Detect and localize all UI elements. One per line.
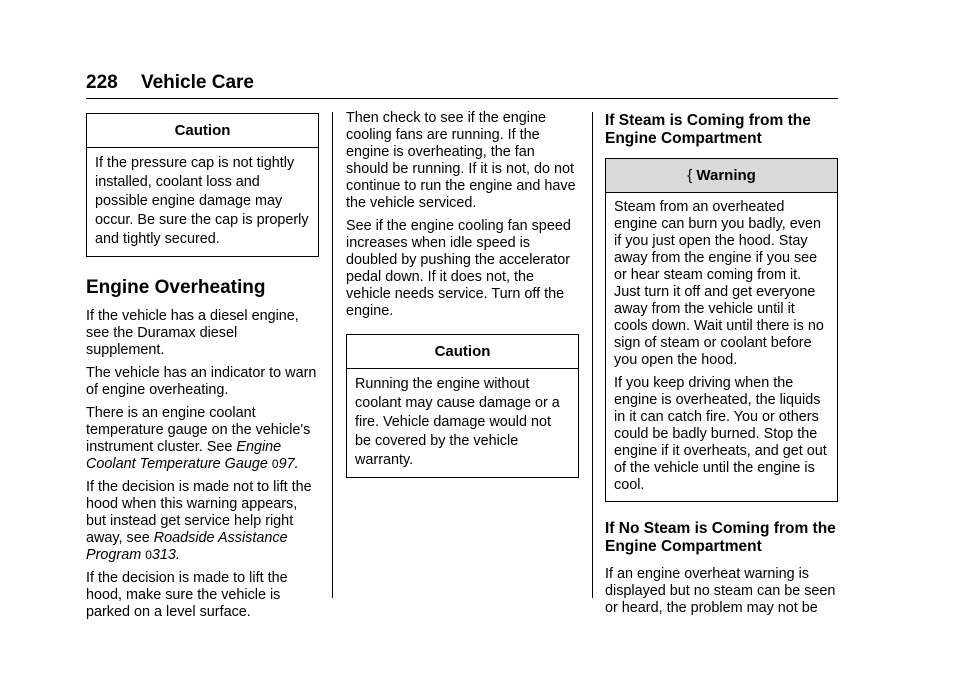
cross-reference-link[interactable]: Roadside Assistance Program — [86, 530, 288, 563]
column-divider — [592, 112, 593, 598]
warning-text: Steam from an overheated engine can burn you badly, even if you just open the hood. Stay away from the engine if you see or hear steam coming from it. Just turn it off and get everyone away from the vehicle until it cools down. Wait until there is no sign of steam or coolant before you open the hood. — [614, 199, 824, 368]
subsection-heading: If No Steam is Coming from the Engine Compartment — [605, 520, 836, 555]
caution-box — [346, 334, 579, 478]
caution-text: Running the engine without coolant may cause damage or a fire. Vehicle damage would not be covered by the vehicle warranty. — [347, 368, 578, 477]
section-title: Vehicle Care — [140, 72, 255, 93]
header-rule — [86, 98, 838, 99]
warning-box — [605, 158, 838, 502]
column-divider — [332, 112, 333, 598]
section-heading: Engine Overheating — [86, 277, 266, 298]
subsection-heading: If Steam is Coming from the Engine Compartment — [605, 112, 811, 147]
paragraph: The vehicle has an indicator to warn of engine overheating. — [86, 365, 317, 398]
caution-text: If the pressure cap is not tightly installed, coolant loss and possible engine damage may occur. Be sure the cap is properly and tightly secured. — [87, 147, 318, 256]
page-ref-icon: 0 — [145, 548, 152, 562]
page-ref[interactable]: 97 — [278, 456, 295, 472]
paragraph: Then check to see if the engine cooling fans are running. If the engine is overheating, the fan should be running. If it is not, do not continue to run the engine and have the vehicle serviced. — [346, 110, 576, 211]
paragraph: If the decision is made not to lift the hood when this warning appears, but instead get service help right away, see Roadside Assistance Program 0313. — [86, 479, 312, 563]
caution-title: Caution — [174, 122, 231, 139]
column-middle — [346, 110, 579, 478]
warning-title: Warning — [696, 167, 756, 184]
warning-text: If you keep driving when the engine is overheated, the liquids in it can catch fire. You or others could be badly burned. Stop the engine if it overheats, and get out of the vehicle until the engine is cool. — [614, 375, 827, 493]
column-left — [86, 110, 319, 627]
cross-reference-link[interactable]: Engine Coolant Temperature Gauge — [86, 439, 282, 472]
paragraph: If the decision is made to lift the hood, make sure the vehicle is parked on a level surface. — [86, 570, 288, 620]
page-number: 228 — [86, 72, 118, 93]
page-ref-icon: 0 — [271, 457, 279, 471]
page-header — [86, 72, 254, 94]
paragraph: See if the engine cooling fan speed increases when idle speed is doubled by pushing the accelerator pedal down. If it does not, the vehicle needs service. Turn off the engine. — [346, 218, 571, 319]
caution-box — [86, 113, 319, 257]
caution-title: Caution — [434, 343, 491, 360]
warning-icon: { — [687, 167, 693, 184]
paragraph: If an engine overheat warning is displayed but no steam can be seen or heard, the problem may not be — [605, 566, 836, 616]
column-right — [605, 110, 838, 623]
page-ref[interactable]: 313 — [151, 547, 176, 563]
paragraph: If the vehicle has a diesel engine, see the Duramax diesel supplement. — [86, 308, 299, 358]
paragraph: There is an engine coolant temperature gauge on the vehicle's instrument cluster. See Engine Coolant Temperature Gauge 097. — [86, 405, 311, 472]
